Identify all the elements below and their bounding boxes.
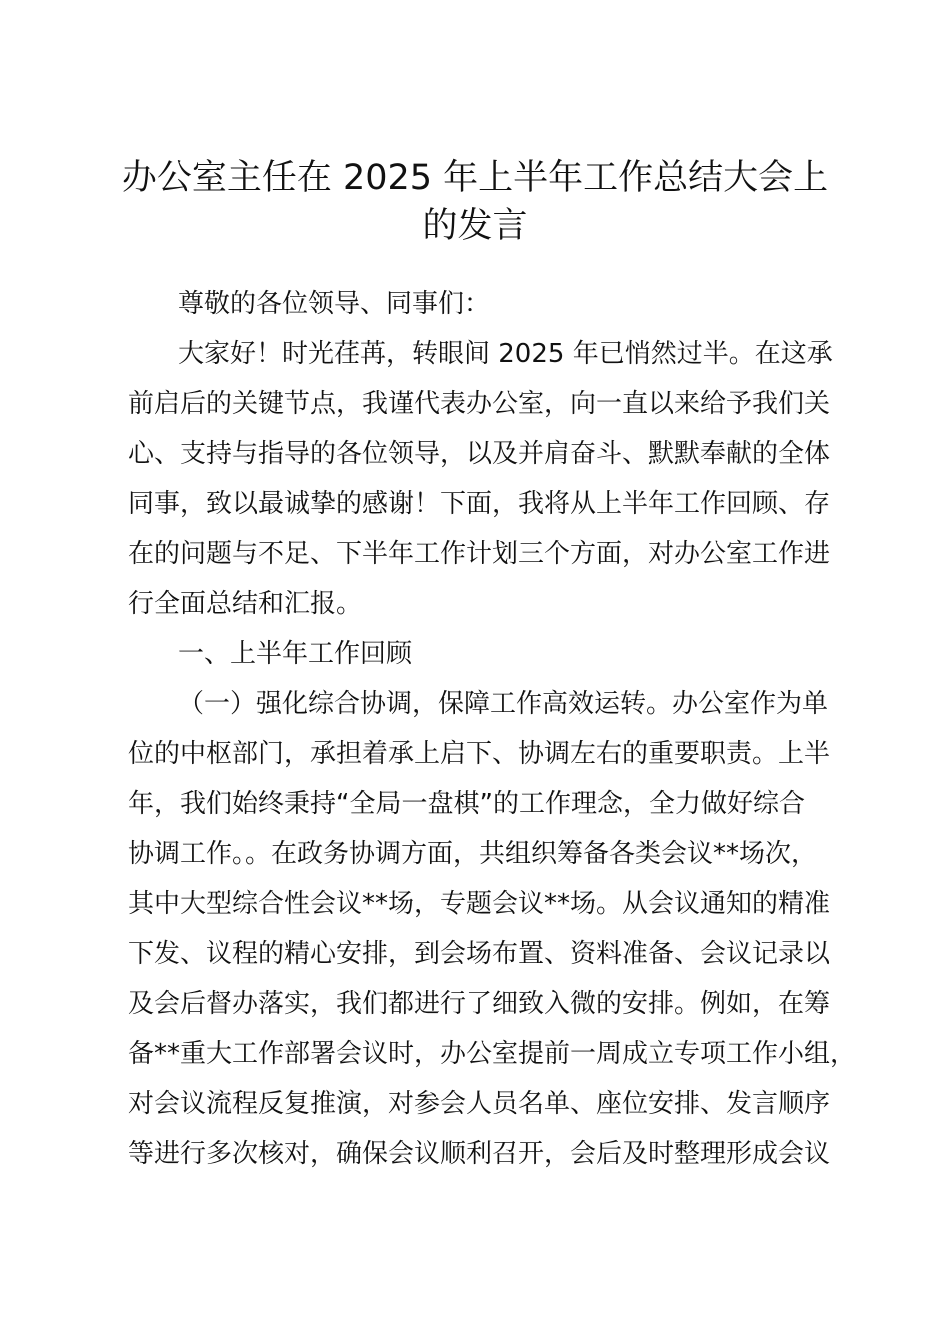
section-heading: 一、上半年工作回顾 [178,639,413,669]
paragraph-line: 及会后督办落实，我们都进行了细致入微的安排。例如，在筹 [128,989,831,1019]
paragraph-line: 心、支持与指导的各位领导，以及并肩奋斗、默默奉献的全体 [128,439,831,469]
paragraph-line: 对会议流程反复推演，对参会人员名单、座位安排、发言顺序 [128,1089,831,1119]
paragraph-line: 备**重大工作部署会议时，办公室提前一周成立专项工作小组， [128,1039,857,1069]
paragraph-line: 大家好！时光荏苒，转眼间 2025 年已悄然过半。在这承 [178,339,833,369]
paragraph-line: 在的问题与不足、下半年工作计划三个方面，对办公室工作进 [128,539,831,569]
paragraph-line: 下发、议程的精心安排，到会场布置、资料准备、会议记录以 [128,939,831,969]
title-line-1: 办公室主任在 2025 年上半年工作总结大会上 [121,158,829,198]
paragraph-line: 年，我们始终秉持“全局一盘棋”的工作理念，全力做好综合 [128,789,805,819]
paragraph-line: 等进行多次核对，确保会议顺利召开，会后及时整理形成会议 [128,1139,831,1169]
paragraph-line: 前启后的关键节点，我谨代表办公室，向一直以来给予我们关 [128,389,831,419]
document-title [112,154,838,250]
paragraph-line: 协调工作。。在政务协调方面，共组织筹备各类会议**场次， [128,839,818,869]
salutation: 尊敬的各位领导、同事们： [178,289,491,319]
title-line-2: 的发言 [422,206,528,246]
paragraph-line: 同事，致以最诚挚的感谢！下面，我将从上半年工作回顾、存 [128,489,831,519]
paragraph-line: 位的中枢部门，承担着承上启下、协调左右的重要职责。上半 [128,739,831,769]
paragraph-line: 其中大型综合性会议**场，专题会议**场。从会议通知的精准 [128,889,831,919]
paragraph-line: 行全面总结和汇报。 [128,589,363,619]
paragraph-line: （一）强化综合协调，保障工作高效运转。办公室作为单 [178,689,829,719]
document-body [128,279,857,1179]
